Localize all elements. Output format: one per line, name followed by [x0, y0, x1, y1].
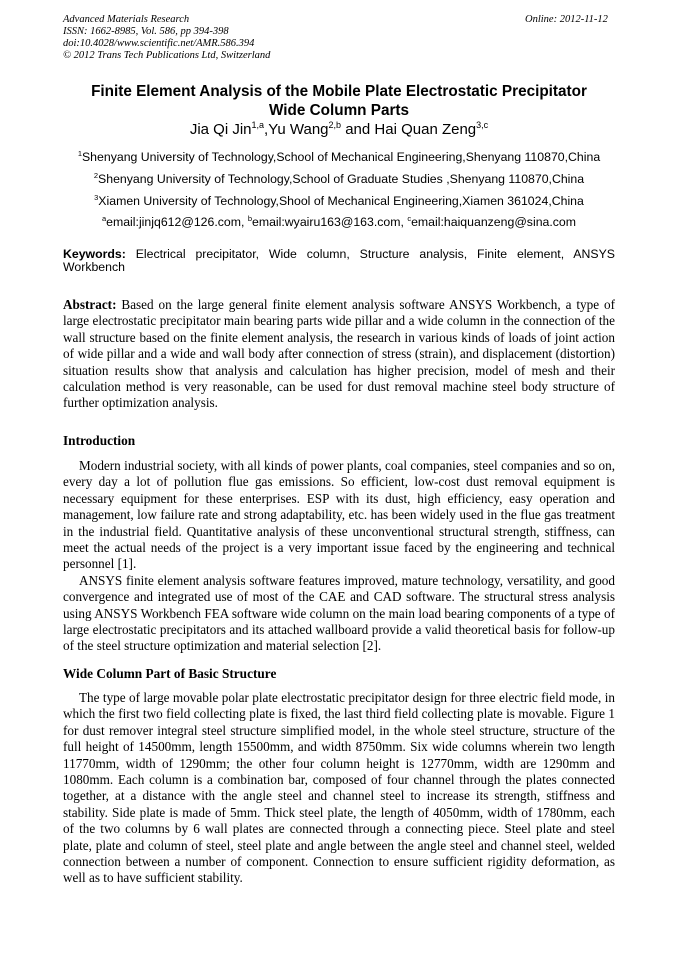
affiliation: [63, 172, 615, 187]
issn-line: ISSN: 1662-8985, Vol. 586, pp 394-398: [63, 26, 229, 37]
copyright-line: © 2012 Trans Tech Publications Ltd, Switzerland: [63, 50, 271, 61]
abstract: [63, 297, 615, 412]
email-mark: c: [407, 214, 412, 223]
paper-title: [63, 82, 615, 120]
affiliation-text: Xiamen University of Technology,Shool of Mechanical Engineering,Xiamen 361024,China: [98, 194, 584, 208]
email-text: email:jinjq612@126.com,: [106, 215, 248, 229]
author-name: Jia Qi Jin: [189, 121, 252, 138]
online-date: Online: 2012-11-12: [525, 14, 608, 25]
journal-header: [63, 14, 270, 62]
email-list: [63, 215, 615, 230]
section-body: [63, 690, 615, 887]
author-affiliation-mark: 2,b: [328, 120, 342, 130]
email-text: email:haiquanzeng@sina.com: [411, 215, 577, 229]
title-line-1: Finite Element Analysis of the Mobile Plate Electrostatic Precipitator: [91, 83, 587, 100]
paragraph: ANSYS finite element analysis software features improved, mature technology, versatility, and good convergence and integrated use of most of the CAE and CAD software. The structural stress analysis using ANSYS Workbench FEA software wide column on the main load bearing components of a type of large electrostatic precipitators and its attached wallboard provide a valid theoretical basis for follow-up of the steel structure optimization and material selection [2].: [63, 572, 615, 654]
paragraph: The type of large movable polar plate electrostatic precipitator design for three electric field mode, in which the first two field collecting plate is fixed, the last third field collecting plate is movable. Figure 1 for dust remover integral steel structure simplified model, in the whole steel structure, structure of the full height of 14500mm, length 15500mm, and width 8750mm. Six wide columns wherein two length 11770mm, width of 1290mm; the other four column height is 12770mm, width are 1290mm and 1080mm. Each column is a combination bar, composed of four channel through the plates connected together, at a distance with the angle steel and channel steel to increase its strength, stiffness and stability. Side plate is made of 5mm. Thick steel plate, the length of 4050mm, width of 1780mm, each of the two columns by 6 wall plates are connected through a connecting piece. Steel plate and steel plate, plate and column of steel, steel plate and angle between the angle steel and channel steel, welded connection between a number of component. Connection to ensure sufficient rigidity deformation, as well as to have sufficient stability.: [63, 690, 615, 886]
keywords: [63, 248, 615, 274]
affiliation-mark: 1: [77, 149, 82, 158]
author-affiliation-mark: 1,a: [251, 120, 265, 130]
paragraph: Modern industrial society, with all kinds of power plants, coal companies, steel companies and so on, every day a lot of pollution flue gas emissions. So efficient, low-cost dust removal equipment is necessary equipment for these enterprises. ESP with its dust, high efficiency, easy operation and management, low failure rate and strong adaptability, etc. has been widely used in the flue gas treatment in the industrial field. Quantitative analysis of these unconventional structural strength, stiffness, can meet the actual needs of the project is a very important issue faced by the engineering and technical personnel [1].: [63, 458, 615, 572]
journal-name: Advanced Materials Research: [63, 14, 190, 25]
title-line-2: Wide Column Parts: [268, 102, 410, 119]
email-text: email:wyairu163@163.com,: [252, 215, 408, 229]
section-heading: Introduction: [63, 433, 136, 448]
affiliation-text: Shenyang University of Technology,School of Graduate Studies ,Shenyang 110870,China: [98, 172, 585, 186]
author-name: Hai Quan Zeng: [374, 121, 477, 138]
author-separator: ,: [264, 121, 269, 138]
abstract-text: Based on the large general finite element analysis software ANSYS Workbench, a type of large electrostatic precipitator main bearing parts wide pillar and a wide column in the connection of the wall structure based on the finite element analysis, the research in various kinds of loads of joint action of wide pillar and a wide and wall body after connection of stress (strain), and displacement (distortion) situation results show that analysis and calculation has higher precision, model of mesh and their calculation method is very reasonable, can be used for dust removal machine steel body structure of further optimization analysis.: [63, 297, 615, 411]
email-mark: b: [247, 214, 252, 223]
author-affiliation-mark: 3,c: [476, 120, 489, 130]
affiliation: [63, 150, 615, 165]
affiliation: [63, 194, 615, 209]
affiliation-text: Shenyang University of Technology,School of Mechanical Engineering,Shenyang 110870,China: [81, 150, 601, 164]
affiliation-mark: 3: [94, 193, 99, 202]
section-heading: Wide Column Part of Basic Structure: [63, 666, 277, 681]
author-separator: and: [341, 121, 375, 138]
email-mark: a: [101, 214, 107, 223]
author-name: Yu Wang: [268, 121, 329, 138]
keywords-label: Keywords:: [63, 247, 126, 261]
abstract-label: Abstract:: [63, 297, 117, 312]
section-body: [63, 458, 615, 655]
doi-line: doi:10.4028/www.scientific.net/AMR.586.394: [63, 38, 255, 49]
affiliation-mark: 2: [93, 171, 99, 180]
author-list: [63, 121, 615, 139]
keywords-text: Electrical precipitator, Wide column, Structure analysis, Finite element, ANSYS Workbench: [63, 247, 615, 274]
